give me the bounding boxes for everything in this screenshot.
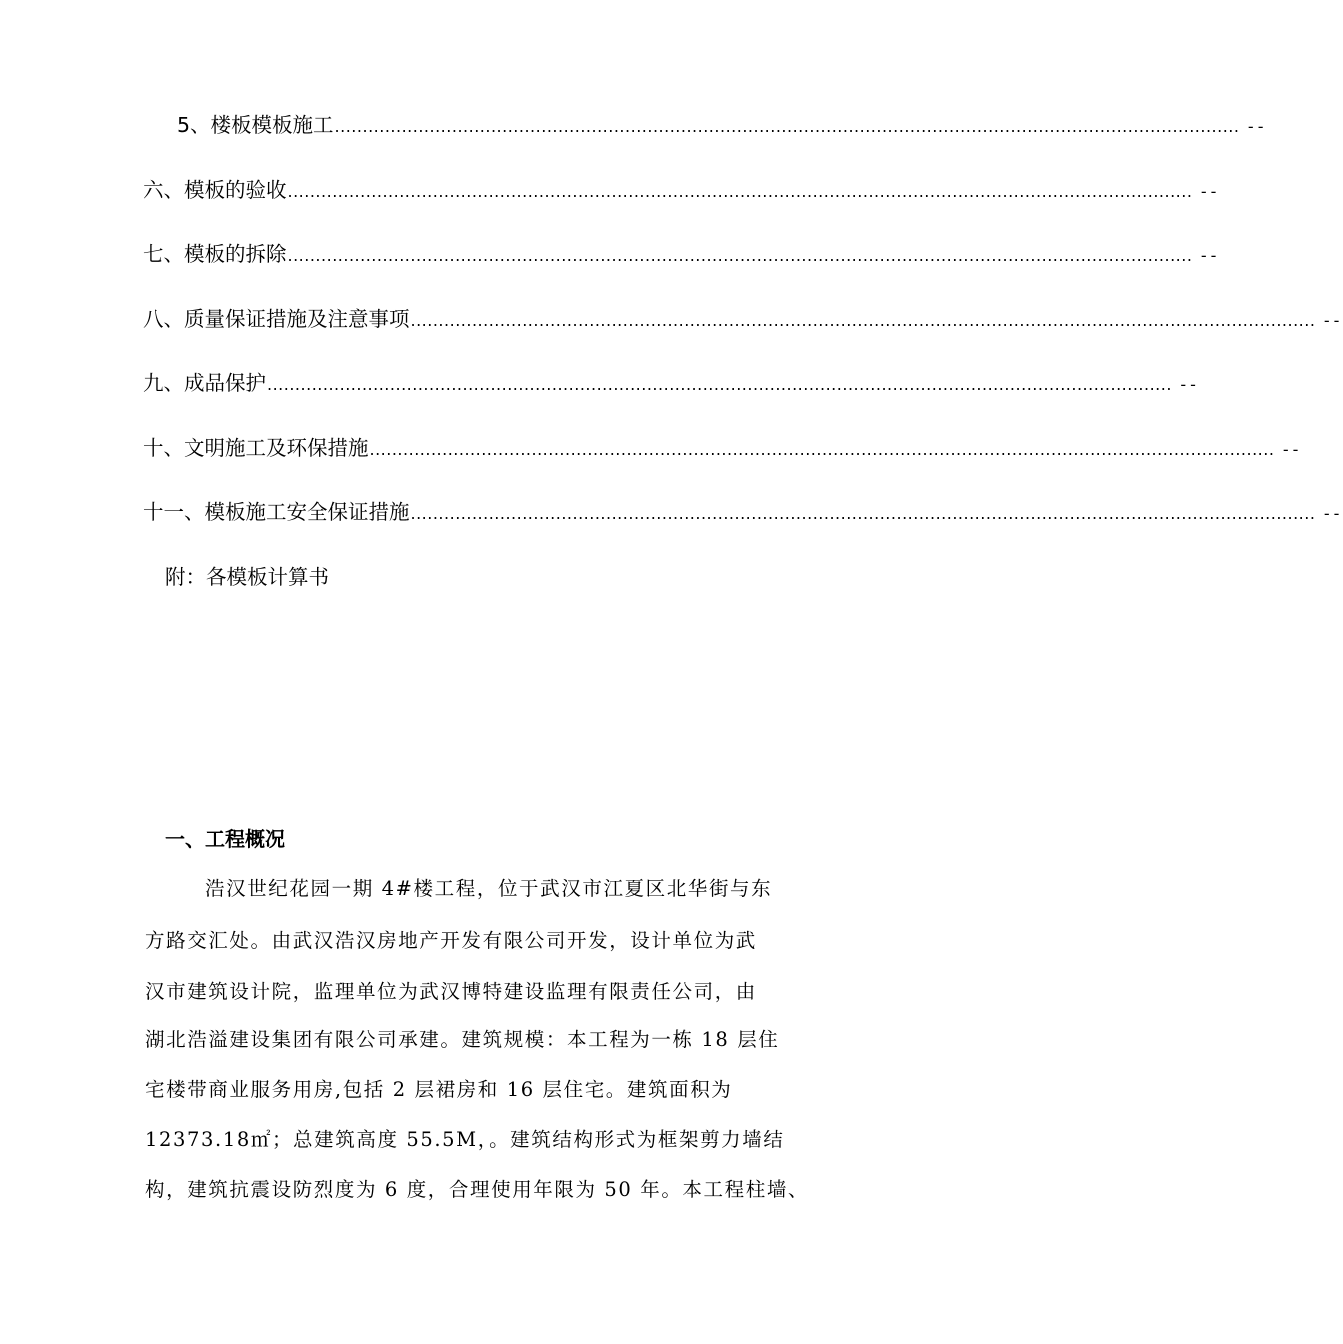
toc-dot-leader: .................................................................................................................................................................. <box>369 440 1275 459</box>
toc-appendix[interactable]: 附：各模板计算书 <box>165 565 329 589</box>
paragraph-line-3: 汉市建筑设计院，监理单位为武汉博特建设监理有限责任公司，由 <box>145 980 757 1003</box>
toc-entry-11[interactable] <box>143 495 1343 529</box>
toc-entry-8[interactable] <box>143 302 1343 336</box>
paragraph-line-1: 浩汉世纪花园一期 4#楼工程，位于武汉市江夏区北华街与东 <box>205 877 773 900</box>
toc-page-number: -- <box>1200 182 1221 201</box>
toc-entry-label: 八、质量保证措施及注意事项 <box>143 307 410 331</box>
toc-entry-9[interactable] <box>143 366 1200 400</box>
toc-page-number: -- <box>1180 375 1200 394</box>
toc-entry-10[interactable] <box>143 431 1303 465</box>
toc-page-number: -- <box>1200 246 1221 265</box>
toc-entry-label: 六、模板的验收 <box>143 178 287 202</box>
toc-dot-leader: .................................................................................................................................................................. <box>267 375 1172 394</box>
toc-page-number: -- <box>1247 117 1268 136</box>
toc-dot-leader: .................................................................................................................................................................. <box>334 117 1240 136</box>
toc-entry-6[interactable] <box>143 173 1221 207</box>
toc-dot-leader: .................................................................................................................................................................. <box>287 246 1193 265</box>
toc-entry-7[interactable] <box>143 237 1221 271</box>
toc-dot-leader: .................................................................................................................................................................. <box>287 182 1193 201</box>
paragraph-line-4: 湖北浩溢建设集团有限公司承建。建筑规模：本工程为一栋 18 层住 <box>145 1028 780 1051</box>
paragraph-line-2: 方路交汇处。由武汉浩汉房地产开发有限公司开发，设计单位为武 <box>145 929 757 952</box>
toc-dot-leader: .................................................................................................................................................................. <box>410 504 1316 523</box>
toc-entry-label: 七、模板的拆除 <box>143 242 287 266</box>
paragraph-line-5: 宅楼带商业服务用房,包括 2 层裙房和 16 层住宅。建筑面积为 <box>145 1078 733 1101</box>
toc-entry-label: 十、文明施工及环保措施 <box>143 436 369 460</box>
toc-entry-5[interactable] <box>177 108 1268 142</box>
paragraph-line-7: 构，建筑抗震设防烈度为 6 度，合理使用年限为 50 年。本工程柱墙、 <box>145 1178 810 1201</box>
toc-page-number: -- <box>1323 311 1343 330</box>
toc-entry-label: 九、成品保护 <box>143 371 266 395</box>
paragraph-line-6: 12373.18㎡；总建筑高度 55.5M，。建筑结构形式为框架剪力墙结 <box>145 1128 785 1151</box>
toc-entry-label: 十一、模板施工安全保证措施 <box>143 500 410 524</box>
section-heading: 一、工程概况 <box>165 827 285 851</box>
toc-page-number: -- <box>1323 504 1343 523</box>
toc-entry-label: 5、楼板模板施工 <box>177 113 334 137</box>
toc-page-number: -- <box>1282 440 1303 459</box>
toc-dot-leader: .................................................................................................................................................................. <box>410 311 1316 330</box>
